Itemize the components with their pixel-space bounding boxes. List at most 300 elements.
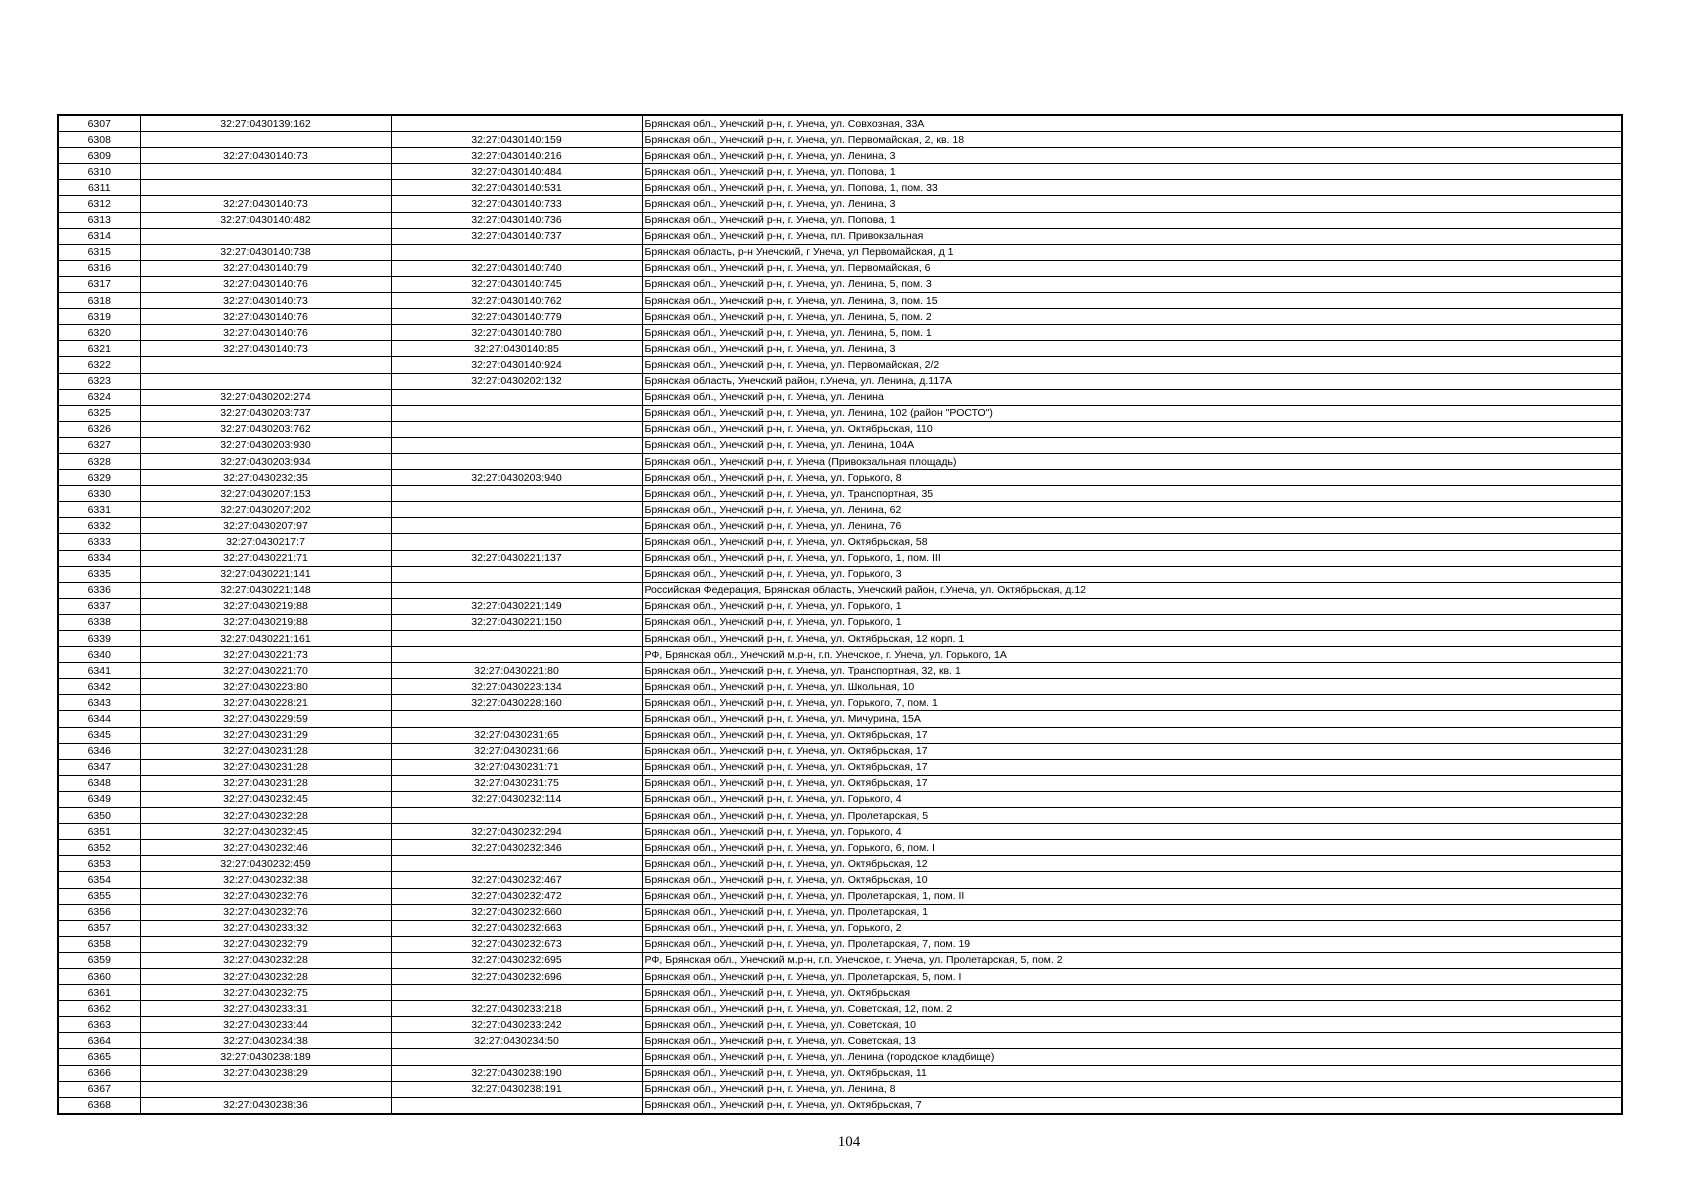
address-cell: Брянская обл., Унечский р-н, г. Унеча, ул. Горького, 8 [642,470,1622,486]
table-row [58,309,1622,325]
cadastral-number-cell: 32:27:0430232:79 [140,936,391,952]
address-cell: Брянская обл., Унечский р-н, г. Унеча, пл. Привокзальная [642,228,1622,244]
row-number-cell: 6307 [58,115,140,132]
table-row [58,1081,1622,1097]
cadastral-number-cell: 32:27:0430232:28 [140,968,391,984]
row-number-cell: 6354 [58,872,140,888]
parent-cadastral-number-cell [391,582,642,598]
table-row [58,598,1622,614]
row-number-cell: 6346 [58,743,140,759]
table-row [58,920,1622,936]
address-cell: Брянская обл., Унечский р-н, г. Унеча, ул. Ленина, 3, пом. 15 [642,293,1622,309]
parent-cadastral-number-cell: 32:27:0430140:779 [391,309,642,325]
row-number-cell: 6315 [58,244,140,260]
table-row [58,968,1622,984]
address-cell: Брянская обл., Унечский р-н, г. Унеча, ул. Совхозная, 33А [642,115,1622,132]
table-row [58,534,1622,550]
parent-cadastral-number-cell: 32:27:0430232:472 [391,888,642,904]
table-row [58,550,1622,566]
row-number-cell: 6320 [58,325,140,341]
cadastral-number-cell: 32:27:0430140:73 [140,293,391,309]
address-cell: Брянская обл., Унечский р-н, г. Унеча, ул. Горького, 6, пом. I [642,840,1622,856]
table-row [58,872,1622,888]
address-cell: Брянская обл., Унечский р-н, г. Унеча, ул. Октябрьская, 7 [642,1097,1622,1114]
table-row [58,421,1622,437]
parent-cadastral-number-cell [391,534,642,550]
row-number-cell: 6341 [58,663,140,679]
table-row [58,824,1622,840]
row-number-cell: 6325 [58,405,140,421]
table-row [58,727,1622,743]
cadastral-number-cell: 32:27:0430221:70 [140,663,391,679]
cadastral-number-cell: 32:27:0430140:79 [140,260,391,276]
cadastral-number-cell: 32:27:0430219:88 [140,614,391,630]
cadastral-number-cell: 32:27:0430232:28 [140,952,391,968]
table-row [58,679,1622,695]
parent-cadastral-number-cell [391,244,642,260]
cadastral-number-cell: 32:27:0430140:738 [140,244,391,260]
cadastral-number-cell: 32:27:0430232:46 [140,840,391,856]
row-number-cell: 6310 [58,164,140,180]
parent-cadastral-number-cell: 32:27:0430203:940 [391,470,642,486]
address-cell: Брянская обл., Унечский р-н, г. Унеча (Привокзальная площадь) [642,453,1622,469]
row-number-cell: 6332 [58,518,140,534]
cadastral-number-cell: 32:27:0430232:45 [140,791,391,807]
table-row [58,196,1622,212]
address-cell: Брянская обл., Унечский р-н, г. Унеча, ул. Советская, 10 [642,1017,1622,1033]
address-cell: Брянская обл., Унечский р-н, г. Унеча, ул. Пролетарская, 1 [642,904,1622,920]
row-number-cell: 6327 [58,437,140,453]
cadastral-number-cell: 32:27:0430232:35 [140,470,391,486]
table-row [58,904,1622,920]
parent-cadastral-number-cell [391,486,642,502]
row-number-cell: 6358 [58,936,140,952]
row-number-cell: 6309 [58,148,140,164]
cadastral-number-cell: 32:27:0430233:31 [140,1001,391,1017]
row-number-cell: 6317 [58,276,140,292]
cadastral-number-cell: 32:27:0430207:97 [140,518,391,534]
table-row [58,518,1622,534]
address-cell: Брянская обл., Унечский р-н, г. Унеча, ул. Пролетарская, 5, пом. I [642,968,1622,984]
parent-cadastral-number-cell [391,115,642,132]
cadastral-number-cell: 32:27:0430203:934 [140,453,391,469]
row-number-cell: 6314 [58,228,140,244]
row-number-cell: 6338 [58,614,140,630]
table-row [58,791,1622,807]
table-body [58,115,1622,1114]
parent-cadastral-number-cell [391,518,642,534]
parent-cadastral-number-cell [391,437,642,453]
row-number-cell: 6313 [58,212,140,228]
parent-cadastral-number-cell [391,856,642,872]
cadastral-number-cell: 32:27:0430203:762 [140,421,391,437]
table-row [58,132,1622,148]
cadastral-number-cell: 32:27:0430223:80 [140,679,391,695]
cadastral-number-cell: 32:27:0430232:38 [140,872,391,888]
parent-cadastral-number-cell [391,566,642,582]
row-number-cell: 6368 [58,1097,140,1114]
table-row [58,228,1622,244]
parent-cadastral-number-cell: 32:27:0430223:134 [391,679,642,695]
parent-cadastral-number-cell [391,711,642,727]
cadastral-table [57,114,1623,1115]
parent-cadastral-number-cell [391,453,642,469]
address-cell: Брянская обл., Унечский р-н, г. Унеча, ул. Ленина, 5, пом. 3 [642,276,1622,292]
address-cell: Брянская область, р-н Унечский, г Унеча, ул Первомайская, д 1 [642,244,1622,260]
cadastral-number-cell: 32:27:0430140:482 [140,212,391,228]
table-row [58,437,1622,453]
table-row [58,502,1622,518]
address-cell: Брянская обл., Унечский р-н, г. Унеча, ул. Пролетарская, 5 [642,808,1622,824]
address-cell: Брянская обл., Унечский р-н, г. Унеча, ул. Транспортная, 32, кв. 1 [642,663,1622,679]
parent-cadastral-number-cell [391,631,642,647]
table-row [58,470,1622,486]
parent-cadastral-number-cell [391,389,642,405]
address-cell: Брянская обл., Унечский р-н, г. Унеча, ул. Октябрьская, 12 [642,856,1622,872]
cadastral-number-cell: 32:27:0430234:38 [140,1033,391,1049]
table-row [58,486,1622,502]
cadastral-number-cell [140,357,391,373]
row-number-cell: 6323 [58,373,140,389]
address-cell: Брянская обл., Унечский р-н, г. Унеча, ул. Октябрьская, 17 [642,759,1622,775]
table-row [58,341,1622,357]
cadastral-number-cell: 32:27:0430238:36 [140,1097,391,1114]
table-row [58,888,1622,904]
page-number: 104 [837,1134,861,1150]
table-row [58,276,1622,292]
parent-cadastral-number-cell: 32:27:0430232:294 [391,824,642,840]
address-cell: Брянская область, Унечский район, г.Унеча, ул. Ленина, д.117А [642,373,1622,389]
address-cell: Брянская обл., Унечский р-н, г. Унеча, ул. Горького, 3 [642,566,1622,582]
address-cell: Брянская обл., Унечский р-н, г. Унеча, ул. Ленина, 3 [642,148,1622,164]
row-number-cell: 6352 [58,840,140,856]
parent-cadastral-number-cell: 32:27:0430140:762 [391,293,642,309]
parent-cadastral-number-cell [391,405,642,421]
row-number-cell: 6324 [58,389,140,405]
table-row [58,775,1622,791]
address-cell: Брянская обл., Унечский р-н, г. Унеча, ул. Ленина, 5, пом. 1 [642,325,1622,341]
cadastral-number-cell: 32:27:0430231:28 [140,759,391,775]
address-cell: Брянская обл., Унечский р-н, г. Унеча, ул. Октябрьская [642,985,1622,1001]
address-cell: Брянская обл., Унечский р-н, г. Унеча, ул. Первомайская, 6 [642,260,1622,276]
address-cell: Брянская обл., Унечский р-н, г. Унеча, ул. Ленина, 76 [642,518,1622,534]
cadastral-number-cell: 32:27:0430231:28 [140,743,391,759]
parent-cadastral-number-cell: 32:27:0430140:531 [391,180,642,196]
parent-cadastral-number-cell: 32:27:0430232:660 [391,904,642,920]
table-row [58,325,1622,341]
table-row [58,1049,1622,1065]
cadastral-number-cell: 32:27:0430139:162 [140,115,391,132]
row-number-cell: 6322 [58,357,140,373]
address-cell: Брянская обл., Унечский р-н, г. Унеча, ул. Горького, 4 [642,824,1622,840]
parent-cadastral-number-cell: 32:27:0430232:696 [391,968,642,984]
table-row [58,759,1622,775]
parent-cadastral-number-cell: 32:27:0430232:673 [391,936,642,952]
row-number-cell: 6364 [58,1033,140,1049]
parent-cadastral-number-cell: 32:27:0430232:467 [391,872,642,888]
parent-cadastral-number-cell [391,808,642,824]
cadastral-number-cell: 32:27:0430238:189 [140,1049,391,1065]
row-number-cell: 6349 [58,791,140,807]
table-row [58,1033,1622,1049]
table-row [58,180,1622,196]
row-number-cell: 6365 [58,1049,140,1065]
cadastral-number-cell: 32:27:0430207:153 [140,486,391,502]
table-row [58,373,1622,389]
parent-cadastral-number-cell: 32:27:0430234:50 [391,1033,642,1049]
parent-cadastral-number-cell: 32:27:0430232:695 [391,952,642,968]
parent-cadastral-number-cell: 32:27:0430202:132 [391,373,642,389]
parent-cadastral-number-cell [391,421,642,437]
table-row [58,1065,1622,1081]
address-cell: Брянская обл., Унечский р-н, г. Унеча, ул. Школьная, 10 [642,679,1622,695]
address-cell: Брянская обл., Унечский р-н, г. Унеча, ул. Ленина, 3 [642,196,1622,212]
table-row [58,115,1622,132]
cadastral-number-cell [140,164,391,180]
row-number-cell: 6357 [58,920,140,936]
address-cell: Брянская обл., Унечский р-н, г. Унеча, ул. Октябрьская, 110 [642,421,1622,437]
row-number-cell: 6345 [58,727,140,743]
parent-cadastral-number-cell: 32:27:0430231:75 [391,775,642,791]
row-number-cell: 6337 [58,598,140,614]
address-cell: Брянская обл., Унечский р-н, г. Унеча, ул. Октябрьская, 12 корп. 1 [642,631,1622,647]
parent-cadastral-number-cell: 32:27:0430140:740 [391,260,642,276]
parent-cadastral-number-cell: 32:27:0430140:159 [391,132,642,148]
address-cell: Брянская обл., Унечский р-н, г. Унеча, ул. Ленина (городское кладбище) [642,1049,1622,1065]
row-number-cell: 6367 [58,1081,140,1097]
address-cell: РФ, Брянская обл., Унечский м.р-н, г.п. Унечское, г. Унеча, ул. Горького, 1А [642,647,1622,663]
address-cell: Брянская обл., Унечский р-н, г. Унеча, ул. Ленина, 104А [642,437,1622,453]
table-row [58,1001,1622,1017]
cadastral-number-cell: 32:27:0430221:73 [140,647,391,663]
address-cell: Брянская обл., Унечский р-н, г. Унеча, ул. Октябрьская, 17 [642,727,1622,743]
parent-cadastral-number-cell: 32:27:0430231:71 [391,759,642,775]
table-row [58,389,1622,405]
table-row [58,840,1622,856]
address-cell: Брянская обл., Унечский р-н, г. Унеча, ул. Октябрьская, 11 [642,1065,1622,1081]
address-cell: Брянская обл., Унечский р-н, г. Унеча, ул. Пролетарская, 1, пом. II [642,888,1622,904]
table-row [58,936,1622,952]
parent-cadastral-number-cell [391,502,642,518]
parent-cadastral-number-cell: 32:27:0430140:745 [391,276,642,292]
parent-cadastral-number-cell: 32:27:0430140:737 [391,228,642,244]
parent-cadastral-number-cell: 32:27:0430221:149 [391,598,642,614]
address-cell: Брянская обл., Унечский р-н, г. Унеча, ул. Горького, 1 [642,598,1622,614]
parent-cadastral-number-cell: 32:27:0430231:65 [391,727,642,743]
address-cell: Брянская обл., Унечский р-н, г. Унеча, ул. Горького, 7, пом. 1 [642,695,1622,711]
address-cell: Брянская обл., Унечский р-н, г. Унеча, ул. Ленина, 8 [642,1081,1622,1097]
parent-cadastral-number-cell: 32:27:0430140:780 [391,325,642,341]
table-row [58,631,1622,647]
cadastral-number-cell [140,132,391,148]
cadastral-number-cell [140,1081,391,1097]
cadastral-number-cell: 32:27:0430221:161 [140,631,391,647]
cadastral-number-cell: 32:27:0430229:59 [140,711,391,727]
address-cell: Брянская обл., Унечский р-н, г. Унеча, ул. Горького, 2 [642,920,1622,936]
row-number-cell: 6321 [58,341,140,357]
parent-cadastral-number-cell: 32:27:0430221:80 [391,663,642,679]
cadastral-number-cell [140,180,391,196]
row-number-cell: 6343 [58,695,140,711]
table-row [58,357,1622,373]
address-cell: Брянская обл., Унечский р-н, г. Унеча, ул. Первомайская, 2/2 [642,357,1622,373]
parent-cadastral-number-cell: 32:27:0430140:216 [391,148,642,164]
row-number-cell: 6312 [58,196,140,212]
address-cell: Брянская обл., Унечский р-н, г. Унеча, ул. Мичурина, 15А [642,711,1622,727]
cadastral-number-cell: 32:27:0430207:202 [140,502,391,518]
parent-cadastral-number-cell [391,1097,642,1114]
address-cell: Брянская обл., Унечский р-н, г. Унеча, ул. Горького, 1, пом. III [642,550,1622,566]
table-row [58,952,1622,968]
address-cell: Брянская обл., Унечский р-н, г. Унеча, ул. Транспортная, 35 [642,486,1622,502]
address-cell: Брянская обл., Унечский р-н, г. Унеча, ул. Ленина, 102 (район "РОСТО") [642,405,1622,421]
cadastral-number-cell: 32:27:0430140:73 [140,148,391,164]
cadastral-number-cell [140,228,391,244]
table-row [58,647,1622,663]
table-row [58,453,1622,469]
address-cell: РФ, Брянская обл., Унечский м.р-н, г.п. Унечское, г. Унеча, ул. Пролетарская, 5, пом. 2 [642,952,1622,968]
address-cell: Брянская обл., Унечский р-н, г. Унеча, ул. Октябрьская, 17 [642,743,1622,759]
row-number-cell: 6359 [58,952,140,968]
parent-cadastral-number-cell: 32:27:0430140:484 [391,164,642,180]
row-number-cell: 6344 [58,711,140,727]
table-row [58,743,1622,759]
cadastral-number-cell: 32:27:0430219:88 [140,598,391,614]
table-row [58,808,1622,824]
cadastral-number-cell: 32:27:0430203:737 [140,405,391,421]
cadastral-number-cell: 32:27:0430203:930 [140,437,391,453]
table-row [58,614,1622,630]
parent-cadastral-number-cell: 32:27:0430238:190 [391,1065,642,1081]
cadastral-number-cell: 32:27:0430233:32 [140,920,391,936]
table-row [58,663,1622,679]
cadastral-number-cell: 32:27:0430221:141 [140,566,391,582]
row-number-cell: 6330 [58,486,140,502]
table-row [58,566,1622,582]
row-number-cell: 6355 [58,888,140,904]
cadastral-number-cell: 32:27:0430140:73 [140,196,391,212]
row-number-cell: 6326 [58,421,140,437]
address-cell: Брянская обл., Унечский р-н, г. Унеча, ул. Октябрьская, 10 [642,872,1622,888]
address-cell: Брянская обл., Унечский р-н, г. Унеча, ул. Ленина, 62 [642,502,1622,518]
cadastral-number-cell: 32:27:0430140:76 [140,309,391,325]
address-cell: Брянская обл., Унечский р-н, г. Унеча, ул. Попова, 1 [642,212,1622,228]
row-number-cell: 6340 [58,647,140,663]
parent-cadastral-number-cell [391,1049,642,1065]
cadastral-number-cell: 32:27:0430232:76 [140,904,391,920]
row-number-cell: 6311 [58,180,140,196]
address-cell: Брянская обл., Унечский р-н, г. Унеча, ул. Октябрьская, 17 [642,775,1622,791]
parent-cadastral-number-cell: 32:27:0430221:150 [391,614,642,630]
cadastral-number-cell: 32:27:0430140:73 [140,341,391,357]
cadastral-number-cell: 32:27:0430217:7 [140,534,391,550]
parent-cadastral-number-cell: 32:27:0430232:114 [391,791,642,807]
table-row [58,1097,1622,1114]
table-row [58,985,1622,1001]
parent-cadastral-number-cell: 32:27:0430238:191 [391,1081,642,1097]
address-cell: Брянская обл., Унечский р-н, г. Унеча, ул. Октябрьская, 58 [642,534,1622,550]
table-row [58,711,1622,727]
parent-cadastral-number-cell: 32:27:0430233:218 [391,1001,642,1017]
parent-cadastral-number-cell: 32:27:0430228:160 [391,695,642,711]
table-row [58,582,1622,598]
address-cell: Брянская обл., Унечский р-н, г. Унеча, ул. Ленина [642,389,1622,405]
cadastral-number-cell: 32:27:0430140:76 [140,276,391,292]
parent-cadastral-number-cell: 32:27:0430232:663 [391,920,642,936]
address-cell: Брянская обл., Унечский р-н, г. Унеча, ул. Первомайская, 2, кв. 18 [642,132,1622,148]
cadastral-number-cell: 32:27:0430221:148 [140,582,391,598]
row-number-cell: 6353 [58,856,140,872]
cadastral-number-cell: 32:27:0430232:75 [140,985,391,1001]
parent-cadastral-number-cell: 32:27:0430140:736 [391,212,642,228]
address-cell: Брянская обл., Унечский р-н, г. Унеча, ул. Горького, 4 [642,791,1622,807]
row-number-cell: 6342 [58,679,140,695]
row-number-cell: 6333 [58,534,140,550]
table-row [58,695,1622,711]
table-row [58,856,1622,872]
parent-cadastral-number-cell: 32:27:0430140:733 [391,196,642,212]
row-number-cell: 6331 [58,502,140,518]
cadastral-number-cell: 32:27:0430232:76 [140,888,391,904]
cadastral-number-cell: 32:27:0430202:274 [140,389,391,405]
address-cell: Брянская обл., Унечский р-н, г. Унеча, ул. Попова, 1, пом. 33 [642,180,1622,196]
cadastral-number-cell: 32:27:0430233:44 [140,1017,391,1033]
row-number-cell: 6318 [58,293,140,309]
table-row [58,244,1622,260]
row-number-cell: 6351 [58,824,140,840]
row-number-cell: 6334 [58,550,140,566]
row-number-cell: 6329 [58,470,140,486]
row-number-cell: 6335 [58,566,140,582]
address-cell: Брянская обл., Унечский р-н, г. Унеча, ул. Попова, 1 [642,164,1622,180]
parent-cadastral-number-cell [391,647,642,663]
cadastral-number-cell: 32:27:0430221:71 [140,550,391,566]
row-number-cell: 6363 [58,1017,140,1033]
cadastral-number-cell: 32:27:0430228:21 [140,695,391,711]
table-row [58,1017,1622,1033]
row-number-cell: 6350 [58,808,140,824]
row-number-cell: 6360 [58,968,140,984]
parent-cadastral-number-cell: 32:27:0430140:85 [391,341,642,357]
table-row [58,212,1622,228]
cadastral-number-cell [140,373,391,389]
row-number-cell: 6319 [58,309,140,325]
cadastral-number-cell: 32:27:0430231:28 [140,775,391,791]
address-cell: Брянская обл., Унечский р-н, г. Унеча, ул. Пролетарская, 7, пом. 19 [642,936,1622,952]
row-number-cell: 6361 [58,985,140,1001]
cadastral-number-cell: 32:27:0430231:29 [140,727,391,743]
row-number-cell: 6348 [58,775,140,791]
row-number-cell: 6336 [58,582,140,598]
row-number-cell: 6316 [58,260,140,276]
row-number-cell: 6308 [58,132,140,148]
table-row [58,405,1622,421]
table-row [58,164,1622,180]
parent-cadastral-number-cell [391,985,642,1001]
address-cell: Брянская обл., Унечский р-н, г. Унеча, ул. Ленина, 5, пом. 2 [642,309,1622,325]
cadastral-number-cell: 32:27:0430232:28 [140,808,391,824]
address-cell: Брянская обл., Унечский р-н, г. Унеча, ул. Ленина, 3 [642,341,1622,357]
row-number-cell: 6339 [58,631,140,647]
cadastral-number-cell: 32:27:0430140:76 [140,325,391,341]
parent-cadastral-number-cell: 32:27:0430231:66 [391,743,642,759]
row-number-cell: 6347 [58,759,140,775]
row-number-cell: 6356 [58,904,140,920]
row-number-cell: 6366 [58,1065,140,1081]
parent-cadastral-number-cell: 32:27:0430221:137 [391,550,642,566]
table-row [58,260,1622,276]
address-cell: Брянская обл., Унечский р-н, г. Унеча, ул. Горького, 1 [642,614,1622,630]
